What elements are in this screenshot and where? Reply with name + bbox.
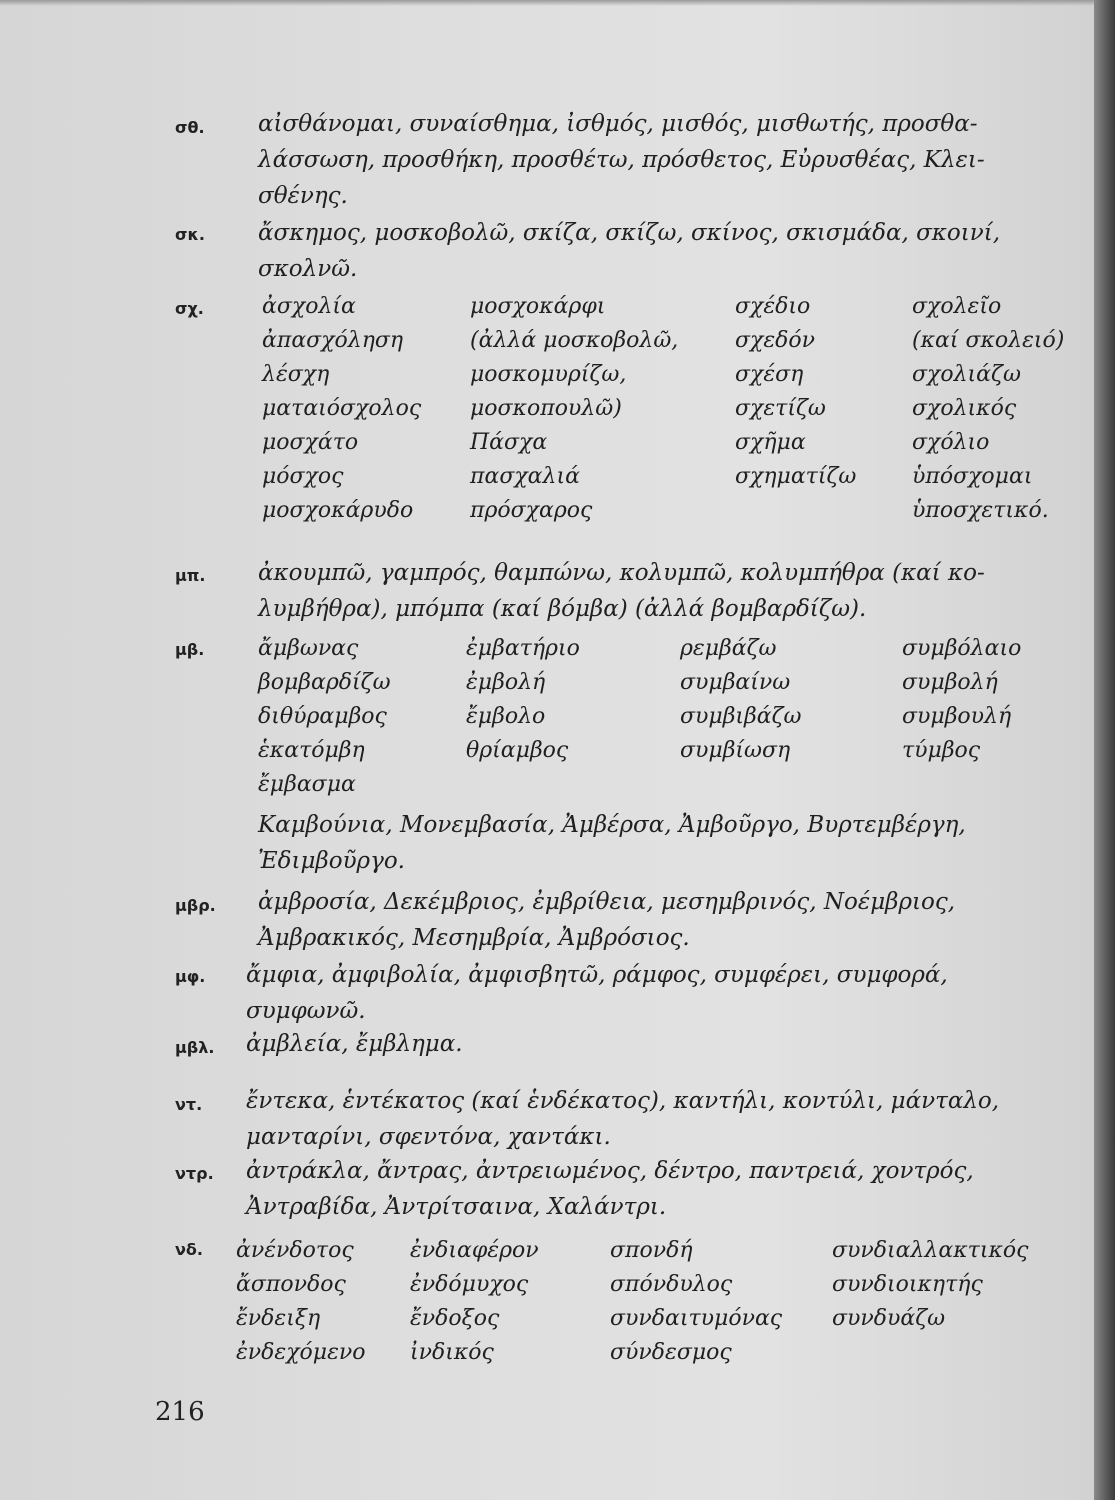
word: συνδαιτυμόνας bbox=[610, 1306, 783, 1331]
word-column bbox=[262, 290, 421, 528]
word: σχηματίζω bbox=[735, 464, 857, 489]
word: Πάσχα bbox=[470, 430, 548, 455]
entry-line: σθένης. bbox=[258, 183, 348, 209]
word: σχόλιο bbox=[912, 430, 990, 455]
word: συμβουλή bbox=[902, 704, 1012, 729]
word: σχολικός bbox=[912, 396, 1017, 421]
word: ὑποσχετικό. bbox=[912, 498, 1049, 523]
entry-line: σκολνῶ. bbox=[258, 256, 358, 282]
word: μόσχος bbox=[262, 464, 344, 489]
word-column bbox=[258, 632, 391, 802]
word: συνδυάζω bbox=[832, 1306, 946, 1331]
word: σχολεῖο bbox=[912, 294, 1002, 319]
word: συμβίωση bbox=[680, 738, 791, 763]
word: ματαιόσχολος bbox=[262, 396, 422, 421]
word: ἔμβολο bbox=[466, 704, 546, 729]
entry-line: λυμβήθρα), μπόμπα (καί βόμβα) (ἀλλά βομβαρδίζω). bbox=[258, 596, 867, 622]
word: μοσκοπουλῶ) bbox=[470, 396, 622, 421]
word: σχέδιο bbox=[735, 294, 811, 319]
word: ἄσπονδος bbox=[236, 1272, 346, 1297]
entry-line: ἀμβροσία, Δεκέμβριος, ἐμβρίθεια, μεσημβρινός, Νοέμβριος, bbox=[258, 889, 956, 915]
word: μοσχοκάρφι bbox=[470, 294, 606, 319]
word-column bbox=[466, 632, 580, 768]
word: σύνδεσμος bbox=[610, 1340, 732, 1365]
entry-line: ἄμφια, ἀμφιβολία, ἀμφισβητῶ, ράμφος, συμφέρει, συμφορά, bbox=[246, 962, 948, 988]
word-column bbox=[236, 1234, 366, 1370]
word-column bbox=[680, 632, 801, 768]
word: τύμβος bbox=[902, 738, 981, 763]
word-column bbox=[832, 1234, 1028, 1336]
word: σχεδόν bbox=[735, 328, 816, 353]
entry-label-mf: μφ. bbox=[175, 967, 206, 986]
word: ἐμβολή bbox=[466, 670, 546, 695]
word: ἄμβωνας bbox=[258, 636, 359, 661]
entry-line: αἰσθάνομαι, συναίσθημα, ἰσθμός, μισθός, μισθωτής, προσθα- bbox=[258, 111, 978, 137]
word: ἀπασχόληση bbox=[262, 328, 404, 353]
word: συνδιοικητής bbox=[832, 1272, 983, 1297]
entry-line: λάσσωση, προσθήκη, προσθέτω, πρόσθετος, Εὐρυσθέας, Κλει- bbox=[258, 147, 985, 173]
word-column bbox=[410, 1234, 539, 1370]
word: ὑπόσχομαι bbox=[912, 464, 1033, 489]
entry-label-sth: σθ. bbox=[175, 118, 205, 137]
word-column bbox=[470, 290, 678, 528]
word: σχολιάζω bbox=[912, 362, 1021, 387]
entry-line: μανταρίνι, σφεντόνα, χαντάκι. bbox=[246, 1124, 611, 1150]
entry-label-mvl: μβλ. bbox=[175, 1038, 215, 1057]
page-top-edge bbox=[0, 0, 1094, 6]
word: μοσκομυρίζω, bbox=[470, 362, 627, 387]
entry-label-mvr: μβρ. bbox=[175, 896, 216, 915]
word: ἀσχολία bbox=[262, 294, 356, 319]
entry-line: ἄσκημος, μοσκοβολῶ, σκίζα, σκίζω, σκίνος, σκισμάδα, σκοινί, bbox=[258, 220, 1001, 246]
entry-line: ἔντεκα, ἑντέκατος (καί ἑνδέκατος), καντήλι, κοντύλι, μάνταλο, bbox=[246, 1088, 1000, 1114]
word: σχετίζω bbox=[735, 396, 826, 421]
word: (ἀλλά μοσκοβολῶ, bbox=[470, 328, 679, 353]
book-spine bbox=[1094, 0, 1115, 1500]
entry-line: ἀντράκλα, ἄντρας, ἀντρειωμένος, δέντρο, παντρειά, χοντρός, bbox=[246, 1158, 974, 1184]
entry-line: συμφωνῶ. bbox=[246, 998, 366, 1024]
word: συνδιαλλακτικός bbox=[832, 1238, 1029, 1263]
word: ἐμβατήριο bbox=[466, 636, 580, 661]
word: μοσχοκάρυδο bbox=[262, 498, 414, 523]
page-number: 216 bbox=[155, 1397, 205, 1427]
word: συμβαίνω bbox=[680, 670, 791, 695]
entry-label-sk: σκ. bbox=[175, 225, 205, 244]
word-column bbox=[735, 290, 856, 494]
word: ἀνένδοτος bbox=[236, 1238, 354, 1263]
entry-line: ἀμβλεία, ἔμβλημα. bbox=[246, 1031, 463, 1057]
word: ἑκατόμβη bbox=[258, 738, 365, 763]
word-column bbox=[912, 290, 1064, 528]
word: πρόσχαρος bbox=[470, 498, 593, 523]
word: θρίαμβος bbox=[466, 738, 569, 763]
word: συμβολή bbox=[902, 670, 998, 695]
word: ἐνδιαφέρον bbox=[410, 1238, 539, 1263]
word: ἔνδειξη bbox=[236, 1306, 321, 1331]
entry-label-mp: μπ. bbox=[175, 566, 206, 585]
entry-line: ἀκουμπῶ, γαμπρός, θαμπώνω, κολυμπῶ, κολυμπήθρα (καί κο- bbox=[258, 560, 985, 586]
word-column bbox=[902, 632, 1021, 768]
word: συμβιβάζω bbox=[680, 704, 802, 729]
entry-label-ntr: ντρ. bbox=[175, 1164, 214, 1183]
word: ρεμβάζω bbox=[680, 636, 777, 661]
entry-label-nd: νδ. bbox=[175, 1240, 203, 1259]
entry-line: Ἐδιμβοῦργο. bbox=[258, 848, 405, 874]
word: μοσχάτο bbox=[262, 430, 359, 455]
word: ἐνδόμυχος bbox=[410, 1272, 529, 1297]
word: σπονδή bbox=[610, 1238, 693, 1263]
word: ἔμβασμα bbox=[258, 772, 356, 797]
word: διθύραμβος bbox=[258, 704, 387, 729]
entry-label-mv: μβ. bbox=[175, 640, 205, 659]
word: (καί σκολειό) bbox=[912, 328, 1065, 353]
word: συμβόλαιο bbox=[902, 636, 1022, 661]
word: ἐνδεχόμενο bbox=[236, 1340, 366, 1365]
entry-line: Ἀντραβίδα, Ἀντρίτσαινα, Χαλάντρι. bbox=[246, 1194, 667, 1220]
word: λέσχη bbox=[262, 362, 330, 387]
entry-label-nt: ντ. bbox=[175, 1095, 203, 1114]
word: σπόνδυλος bbox=[610, 1272, 733, 1297]
entry-line: Καμβούνια, Μονεμβασία, Ἀμβέρσα, Ἀμβοῦργο, Βυρτεμβέργη, bbox=[258, 812, 966, 838]
entry-line: Ἀμβρακικός, Μεσημβρία, Ἀμβρόσιος. bbox=[258, 925, 690, 951]
word: βομβαρδίζω bbox=[258, 670, 391, 695]
word: σχῆμα bbox=[735, 430, 806, 455]
word: πασχαλιά bbox=[470, 464, 580, 489]
word-column bbox=[610, 1234, 782, 1370]
word: ἰνδικός bbox=[410, 1340, 494, 1365]
word: σχέση bbox=[735, 362, 804, 387]
entry-label-sch: σχ. bbox=[175, 299, 204, 318]
word: ἔνδοξος bbox=[410, 1306, 500, 1331]
